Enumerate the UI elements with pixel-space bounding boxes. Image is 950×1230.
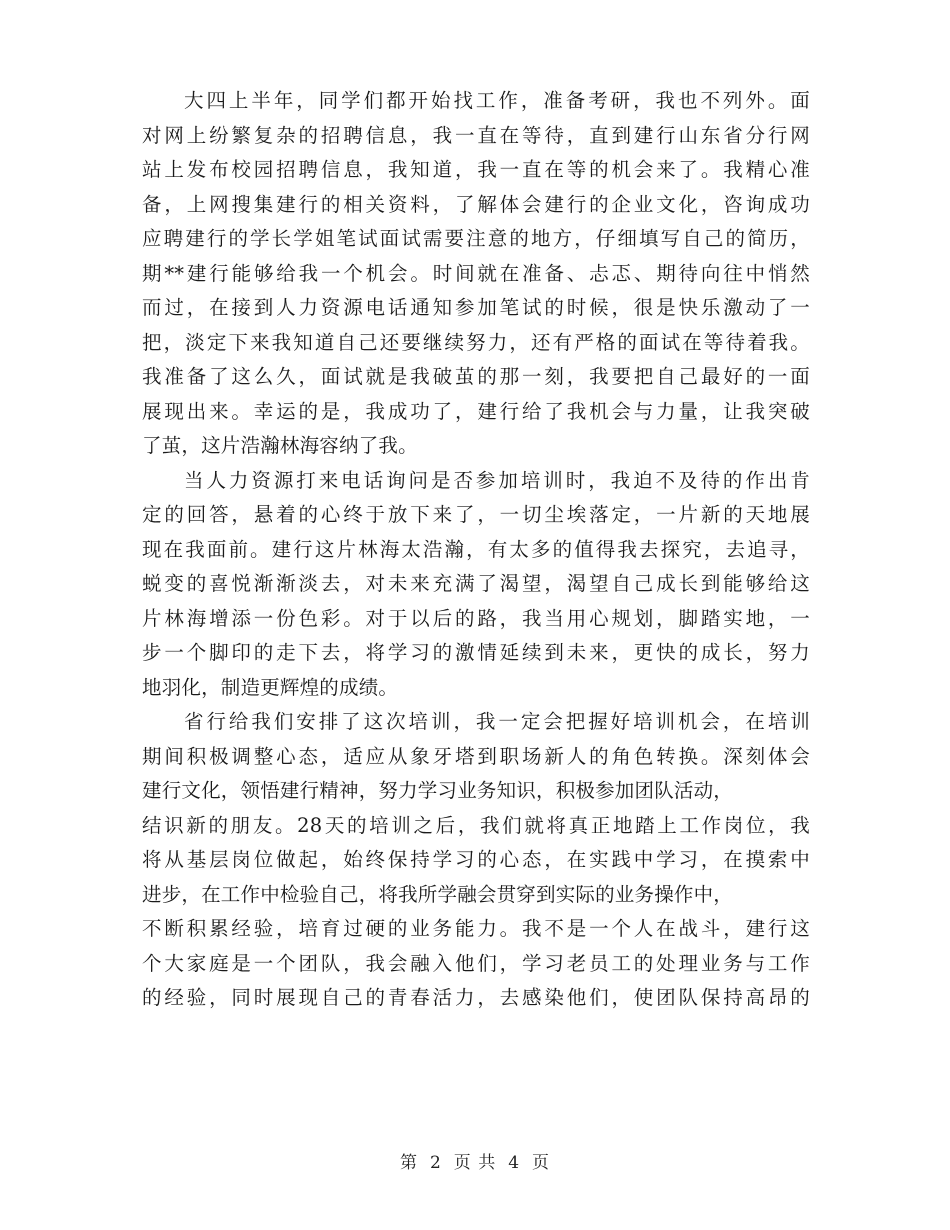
paragraph-line: 蜕变的喜悦渐渐淡去，对未来充满了渴望，渴望自己成长到能够给这	[142, 572, 810, 595]
paragraph-line: 了茧，这片浩瀚林海容纳了我。	[142, 434, 418, 457]
paragraph-line: 把，淡定下来我知道自己还要继续努力，还有严格的面试在等待着我。	[142, 330, 810, 354]
footer-suffix: 页	[532, 1153, 551, 1173]
paragraph-line: 不断积累经验，培育过硬的业务能力。我不是一个人在战斗，建行这	[142, 917, 810, 940]
paragraph-line: 大四上半年，同学们都开始找工作，准备考研，我也不列外。面	[184, 89, 810, 112]
paragraph-line: 个大家庭是一个团队，我会融入他们，学习老员工的处理业务与工作	[142, 951, 810, 975]
paragraph-line: 备，上网搜集建行的相关资料，了解体会建行的企业文化，咨询成功	[142, 192, 810, 216]
paragraph-line: 现在我面前。建行这片林海太浩瀚，有太多的值得我去探究，去追寻，	[142, 537, 810, 561]
paragraph-line: 结识新的朋友。28天的培训之后，我们就将真正地踏上工作岗位，我	[142, 813, 810, 837]
footer-middle: 页 共	[453, 1153, 497, 1173]
paragraph-line: 对网上纷繁复杂的招聘信息，我一直在等待，直到建行山东省分行网	[142, 123, 810, 147]
paragraph-line: 片林海增添一份色彩。对于以后的路，我当用心规划，脚踏实地，一	[142, 606, 810, 630]
paragraph-line: 地羽化，制造更辉煌的成绩。	[142, 675, 399, 699]
paragraph-line: 进步，在工作中检验自己，将我所学融会贯穿到实际的业务操作中，	[142, 882, 734, 906]
footer-page-number: 2	[429, 1153, 442, 1173]
footer-total-pages: 4	[508, 1153, 521, 1173]
page-footer	[0, 1148, 950, 1173]
paragraph-line: 省行给我们安排了这次培训，我一定会把握好培训机会，在培训	[184, 710, 810, 733]
body-text	[142, 84, 810, 1016]
paragraph-line: 将从基层岗位做起，始终保持学习的心态，在实践中学习，在摸索中	[142, 848, 810, 871]
paragraph-line: 我准备了这么久，面试就是我破茧的那一刻，我要把自己最好的一面	[142, 365, 810, 388]
paragraph-line: 定的回答，悬着的心终于放下来了，一切尘埃落定，一片新的天地展	[142, 503, 810, 526]
paragraph-line: 期**建行能够给我一个机会。时间就在准备、忐忑、期待向往中悄然	[142, 261, 810, 285]
paragraph-line: 建行文化，领悟建行精神，努力学习业务知识，积极参加团队活动，	[142, 779, 734, 802]
paragraph-line: 站上发布校园招聘信息，我知道，我一直在等的机会来了。我精心准	[142, 158, 810, 181]
paragraph-line: 应聘建行的学长学姐笔试面试需要注意的地方，仔细填写自己的简历，	[142, 227, 810, 250]
paragraph-line: 步一个脚印的走下去，将学习的激情延续到未来，更快的成长，努力	[142, 641, 810, 664]
paragraph-line: 期间积极调整心态，适应从象牙塔到职场新人的角色转换。深刻体会	[142, 744, 810, 768]
paragraph-line: 而过，在接到人力资源电话通知参加笔试的时候，很是快乐激动了一	[142, 296, 810, 319]
paragraph-line: 的经验，同时展现自己的青春活力，去感染他们，使团队保持高昂的	[142, 986, 810, 1009]
paragraph-line: 展现出来。幸运的是，我成功了，建行给了我机会与力量，让我突破	[142, 399, 810, 423]
footer-prefix: 第	[399, 1153, 418, 1173]
paragraph-line: 当人力资源打来电话询问是否参加培训时，我迫不及待的作出肯	[184, 468, 810, 492]
